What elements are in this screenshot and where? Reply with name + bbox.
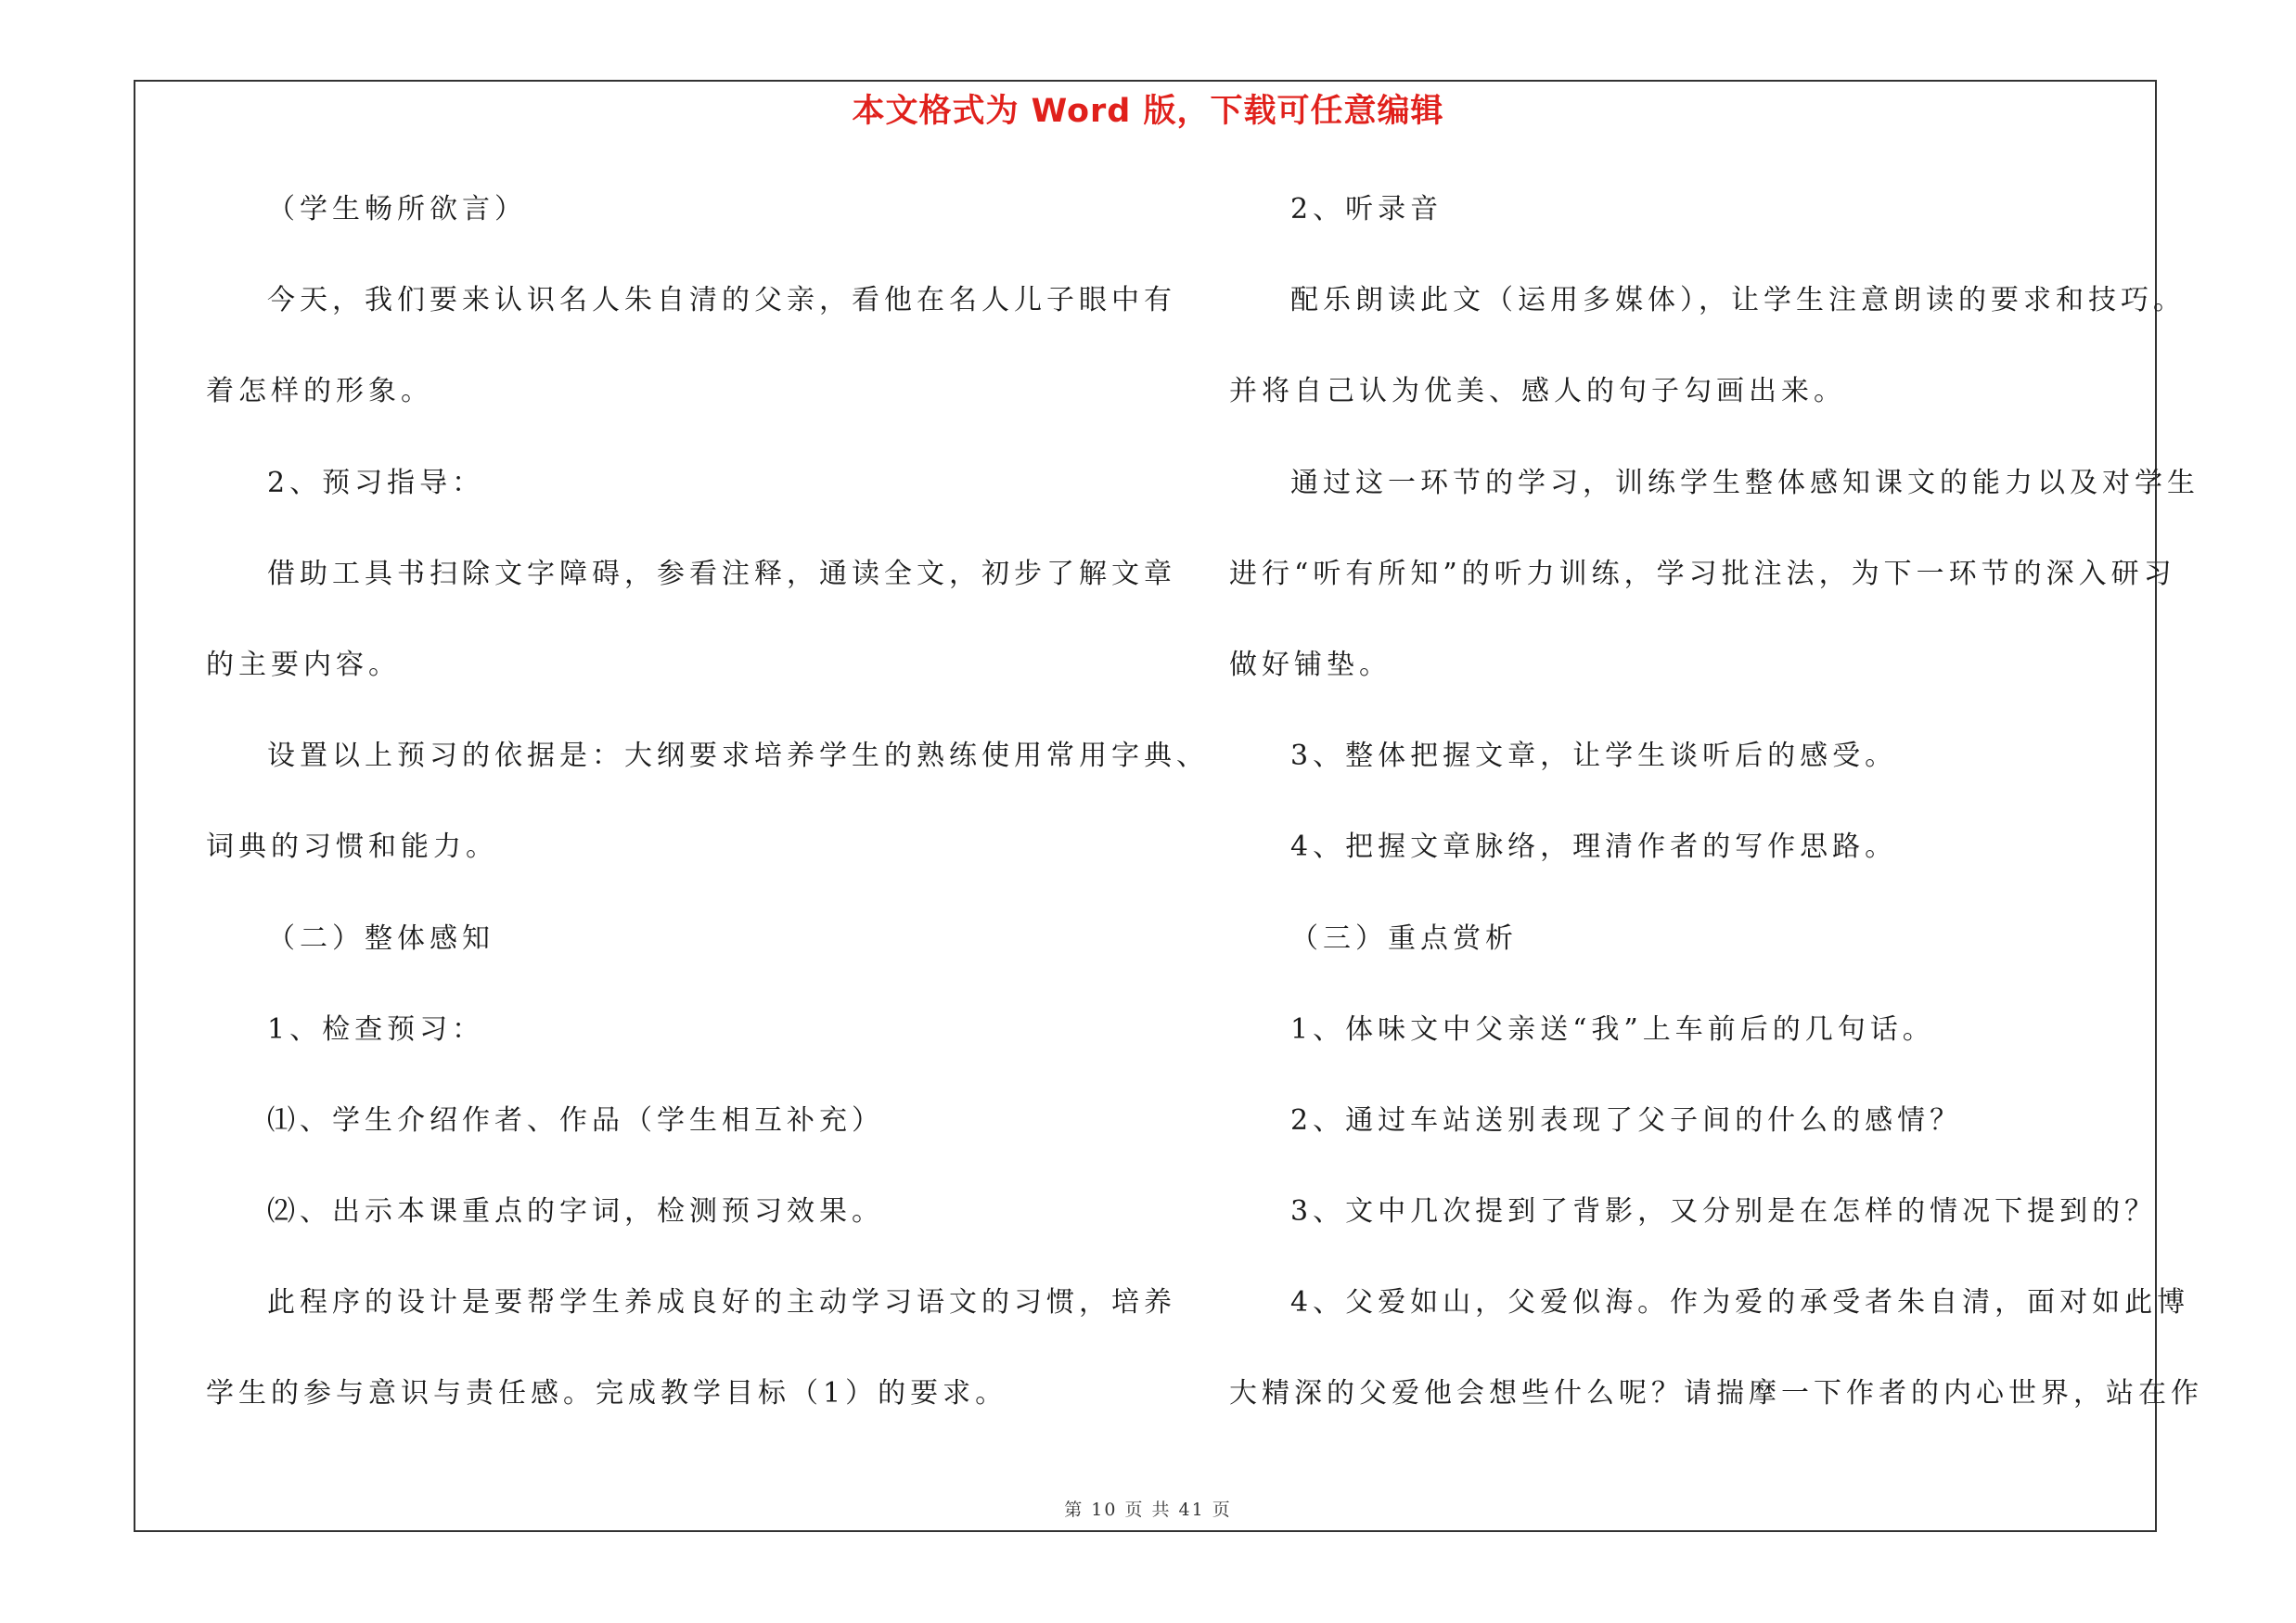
right-column [1229, 182, 2203, 1458]
right-paragraph-line: （三）重点赏析 [1290, 921, 1518, 955]
right-paragraph-line: 3、整体把握文章，让学生谈听后的感受。 [1290, 740, 1898, 773]
right-paragraph-line: 4、父爱如山，父爱似海。作为爱的承受者朱自清，面对如此博 [1290, 1286, 2190, 1320]
right-paragraph-line: 2、通过车站送别表现了父子间的什么的感情？ [1290, 1103, 1963, 1137]
left-paragraph-line: ⑵、出示本课重点的字词，检测预习效果。 [267, 1195, 884, 1229]
left-paragraph-line: 学生的参与意识与责任感。完成教学目标（1）的要求。 [206, 1377, 1008, 1410]
left-paragraph-line: ⑴、学生介绍作者、作品（学生相互补充） [267, 1103, 884, 1137]
right-paragraph-line: 大精深的父爱他会想些什么呢？请揣摩一下作者的内心世界，站在作 [1229, 1377, 2203, 1410]
right-paragraph-line: 配乐朗读此文（运用多媒体），让学生注意朗读的要求和技巧。 [1290, 284, 2186, 317]
right-paragraph-line: 通过这一环节的学习，训练学生整体感知课文的能力以及对学生 [1290, 466, 2200, 499]
left-paragraph-line: 今天，我们要来认识名人朱自清的父亲，看他在名人儿子眼中有 [267, 284, 1176, 317]
left-column [206, 182, 1209, 1458]
right-paragraph-line: 3、文中几次提到了背影，又分别是在怎样的情况下提到的？ [1290, 1195, 2158, 1229]
right-paragraph-line: 4、把握文章脉络，理清作者的写作思路。 [1290, 831, 1898, 864]
page-footer: 第 10 页 共 41 页 [1064, 1500, 1232, 1520]
left-paragraph-line: 借助工具书扫除文字障碍，参看注释，通读全文，初步了解文章 [267, 557, 1176, 590]
left-paragraph-line: （学生畅所欲言） [267, 193, 527, 225]
right-paragraph-line: 2、听录音 [1290, 193, 1443, 225]
left-paragraph-line: 的主要内容。 [206, 648, 401, 681]
left-paragraph-line: （二）整体感知 [267, 921, 494, 955]
right-paragraph-line: 1、体味文中父亲送“我”上车前后的几句话。 [1290, 1012, 1935, 1046]
left-paragraph-line: 2、预习指导： [267, 466, 485, 499]
right-paragraph-line: 并将自己认为优美、感人的句子勾画出来。 [1229, 375, 1846, 408]
left-paragraph-line: 1、检查预习： [267, 1012, 485, 1046]
right-paragraph-line: 做好铺垫。 [1229, 648, 1392, 681]
left-paragraph-line: 设置以上预习的依据是：大纲要求培养学生的熟练使用常用字典、 [267, 740, 1209, 773]
left-paragraph-line: 着怎样的形象。 [206, 375, 433, 408]
left-paragraph-line: 此程序的设计是要帮学生养成良好的主动学习语文的习惯，培养 [267, 1286, 1176, 1320]
right-paragraph-line: 进行“听有所知”的听力训练，学习批注法，为下一环节的深入研习 [1229, 557, 2176, 590]
left-paragraph-line: 词典的习惯和能力。 [206, 831, 498, 864]
format-banner: 本文格式为 Word 版，下载可任意编辑 [852, 93, 1444, 130]
